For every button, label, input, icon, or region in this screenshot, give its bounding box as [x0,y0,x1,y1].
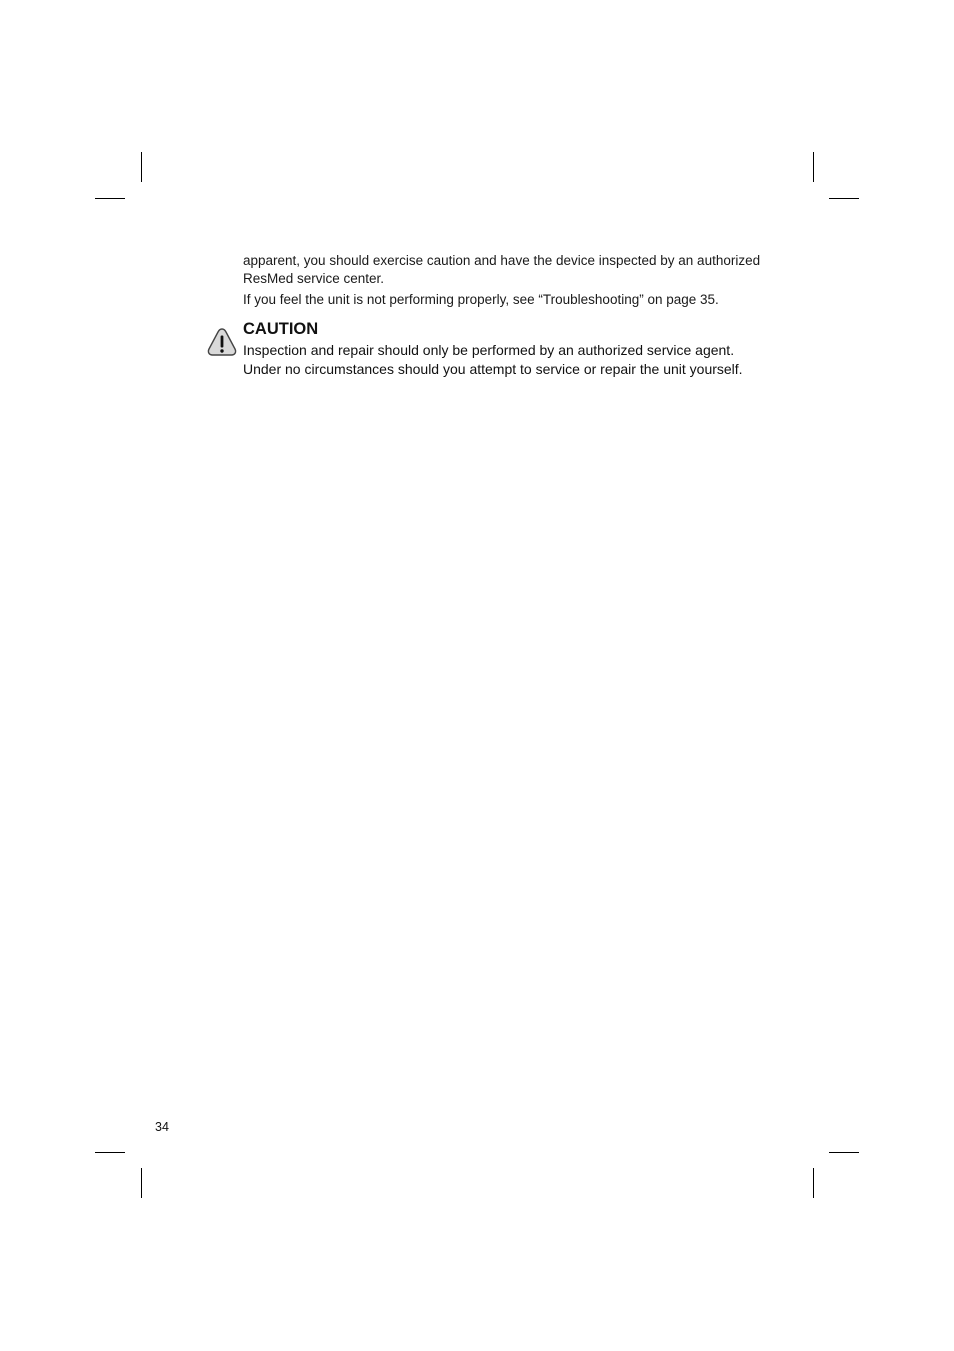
crop-mark-top-right-vertical [813,152,814,182]
crop-mark-bottom-right-vertical [813,1168,814,1198]
page-number: 34 [155,1120,169,1134]
troubleshooting-reference: If you feel the unit is not performing properly, see “Troubleshooting” on page 35. [243,292,719,307]
crop-mark-bottom-left-horizontal [95,1152,125,1153]
crop-mark-top-left-horizontal [95,198,125,199]
crop-mark-top-left-vertical [141,152,142,182]
caution-text: Inspection and repair should only be performed by an authorized service agent. Under no circumstances should you attempt to service or repair the unit yourself. [243,342,743,377]
warning-triangle-icon [207,327,237,357]
crop-mark-bottom-left-vertical [141,1168,142,1198]
crop-mark-bottom-right-horizontal [829,1152,859,1153]
crop-mark-top-right-horizontal [829,198,859,199]
body-paragraph: apparent, you should exercise caution and have the device inspected by an authorized ResMed service center. [243,253,761,286]
caution-heading: CAUTION [243,320,319,338]
